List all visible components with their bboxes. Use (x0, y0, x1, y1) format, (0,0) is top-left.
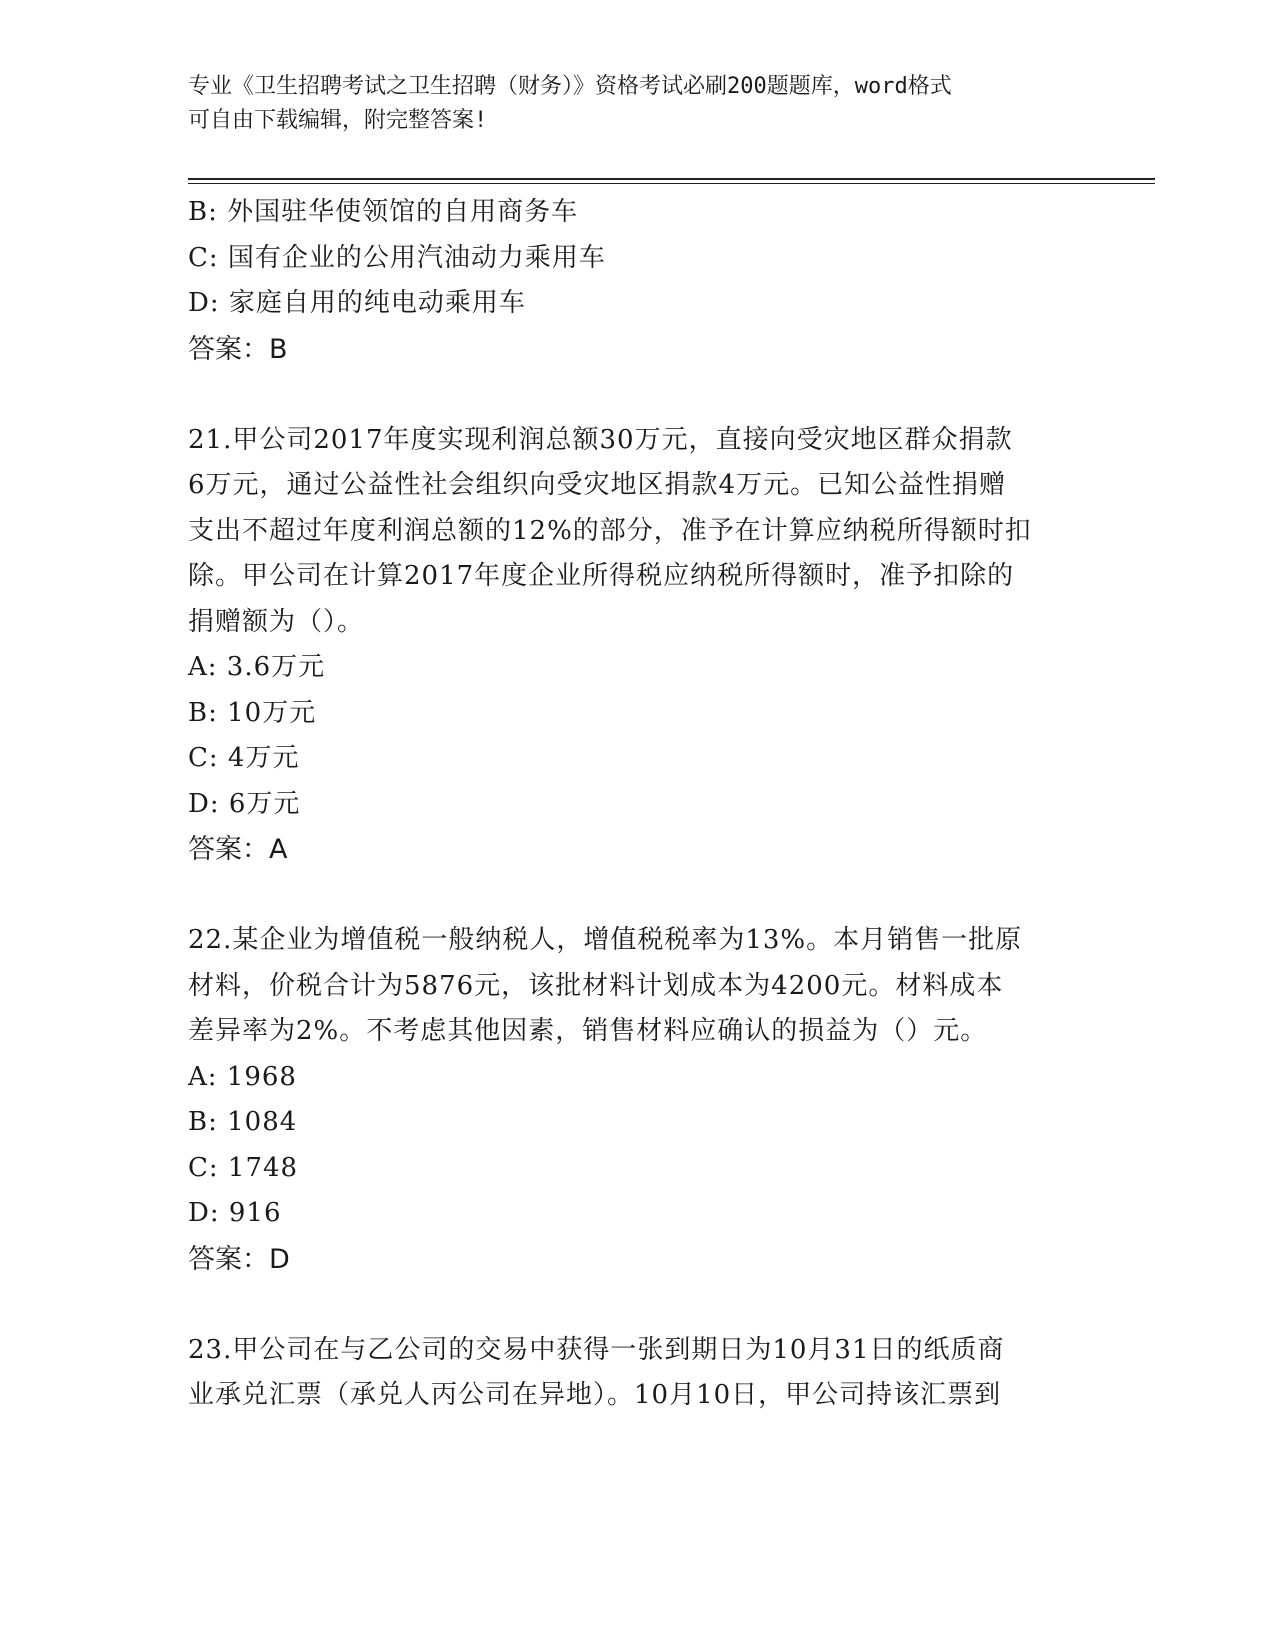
header-line-1: 专业《卫生招聘考试之卫生招聘（财务）》资格考试必刷200题题库，word格式 (188, 74, 952, 99)
document-header (188, 70, 1088, 138)
option-d: D: 916 (188, 1198, 282, 1228)
question-text-line: 捐赠额为（）。 (188, 606, 365, 637)
question-text-line: 21.甲公司2017年度实现利润总额30万元，直接向受灾地区群众捐款 (188, 424, 1013, 455)
option-b: B: 外国驻华使领馆的自用商务车 (188, 197, 579, 227)
header-line-2: 可自由下载编辑，附完整答案! (188, 108, 488, 133)
answer-label: 答案：D (188, 1243, 290, 1275)
question-text-line: 6万元，通过公益性社会组织向受灾地区捐款4万元。已知公益性捐赠 (188, 470, 1007, 500)
question-22 (188, 918, 1088, 1282)
option-d: D: 家庭自用的纯电动乘用车 (188, 288, 526, 318)
question-text-line: 支出不超过年度利润总额的12%的部分，准予在计算应纳税所得额时扣 (188, 515, 1032, 546)
option-b: B: 10万元 (188, 697, 317, 728)
question-text-line: 差异率为2%。不考虑其他因素，销售材料应确认的损益为（）元。 (188, 1016, 988, 1046)
question-text-line: 业承兑汇票（承兑人丙公司在异地）。10月10日，甲公司持该汇票到 (188, 1380, 1002, 1410)
option-a: A: 1968 (188, 1061, 297, 1092)
question-23 (188, 1328, 1088, 1419)
question-text-line: 23.甲公司在与乙公司的交易中获得一张到期日为10月31日的纸质商 (188, 1334, 1005, 1365)
answer-label: 答案：A (188, 834, 288, 865)
question-text-line: 材料，价税合计为5876元，该批材料计划成本为4200元。材料成本 (188, 970, 1004, 1001)
document-body (188, 190, 1088, 1419)
option-c: C: 1748 (188, 1152, 299, 1183)
question-text-line: 除。甲公司在计算2017年度企业所得税应纳税所得额时，准予扣除的 (188, 561, 1015, 591)
option-c: C: 4万元 (188, 743, 300, 773)
question-prev (188, 190, 1088, 372)
option-b: B: 1084 (188, 1107, 298, 1137)
header-rule-thick (188, 178, 1155, 180)
header-rule-thin (188, 183, 1155, 184)
option-a: A: 3.6万元 (188, 652, 326, 682)
question-21 (188, 418, 1088, 873)
answer-label: 答案：B (188, 333, 288, 365)
option-d: D: 6万元 (188, 788, 301, 819)
question-text-line: 22.某企业为增值税一般纳税人，增值税税率为13%。本月销售一批原 (188, 925, 1023, 955)
option-c: C: 国有企业的公用汽油动力乘用车 (188, 242, 606, 273)
